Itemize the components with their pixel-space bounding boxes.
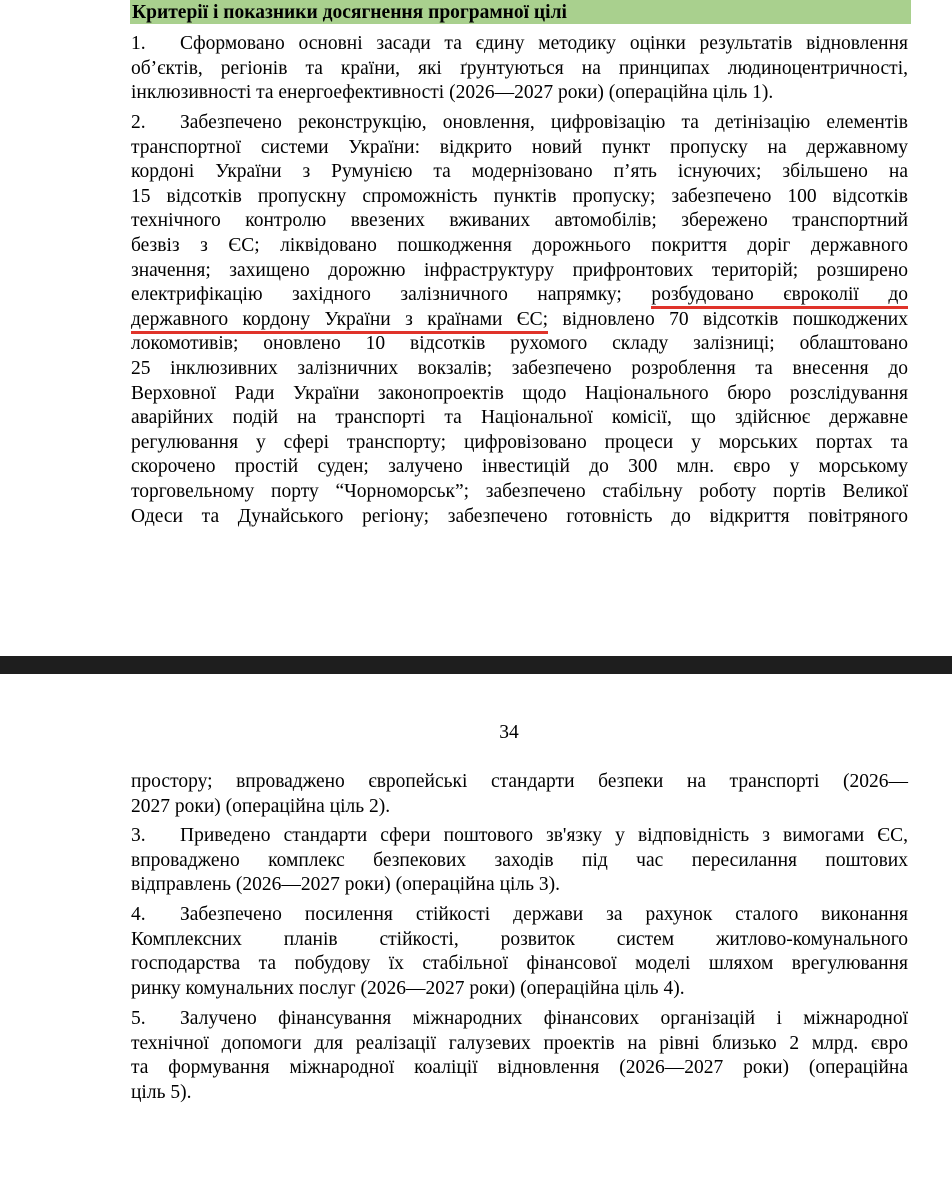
item-text-line: ціль 5). [131, 1081, 192, 1103]
item-text-line: Комплексних планів стійкості, розвиток систем житлово-комунального [131, 928, 908, 950]
item-text-line: Забезпечено реконструкцію, оновлення, цифровізацію та детінізацію елементів [180, 112, 908, 133]
document-page-bottom [0, 674, 952, 1182]
item-text-line: об’єктів, регіонів та країни, які ґрунтуються на принципах людиноцентричності, [131, 57, 908, 79]
item-text-line: Залучено фінансування міжнародних фінансових організацій і міжнародної [180, 1008, 908, 1029]
list-item-2 [131, 111, 908, 529]
item-text-line: Верховної Ради України законопроектів щодо Національного бюро розслідування [131, 382, 908, 404]
section-heading: Критерії і показники досягнення програмної цілі [130, 0, 911, 24]
item-text-line: 15 відсотків пропускну спроможність пунктів пропуску; забезпечено 100 відсотків [131, 185, 908, 207]
item-number: 5. [131, 1008, 146, 1029]
item-number: 3. [131, 825, 146, 846]
item-text-line: електрифікацію західного залізничного напрямку; розбудовано євроколії до [131, 283, 908, 308]
item-number: 4. [131, 904, 146, 925]
item-text-line: аварійних подій на транспорті та Національної комісії, що здійснює державне [131, 407, 908, 429]
list-item-5 [131, 1007, 908, 1105]
item-text-line: впроваджено комплекс безпекових заходів під час пересилання поштових [131, 849, 908, 871]
item-text-line: простору; впроваджено європейські стандарти безпеки на транспорті (2026— [131, 771, 908, 792]
item-text-line: інклюзивності та енергоефективності (2026—2027 роки) (операційна ціль 1). [131, 82, 774, 104]
highlighted-text: державного кордону України з країнами ЄС; [131, 309, 548, 334]
item-number: 1. [131, 33, 146, 54]
list-item-2-continuation [131, 770, 908, 819]
item-text-line: безвіз з ЄС; ліквідовано пошкодження дорожнього покриття доріг державного [131, 234, 908, 256]
list-item-1 [131, 32, 908, 106]
item-text-line: господарства та побудову їх стабільної фінансової моделі шляхом врегулювання [131, 953, 908, 975]
item-text-line: Приведено стандарти сфери поштового зв'язку у відповідність з вимогами ЄС, [180, 825, 908, 846]
item-text-line: кордоні України з Румунією та модернізовано п’ять існуючих; збільшено на [131, 161, 908, 183]
item-text-line: 25 інклюзивних залізничних вокзалів; забезпечено розроблення та внесення до [131, 357, 908, 379]
list-item-4 [131, 903, 908, 1001]
page-separator [0, 656, 952, 674]
item-number: 2. [131, 112, 146, 133]
page-number: 34 [499, 722, 519, 743]
item-text-line: Забезпечено посилення стійкості держави за рахунок сталого виконання [180, 904, 908, 925]
item-text-line: транспортної системи України: відкрито новий пункт пропуску на державному [131, 136, 908, 158]
item-text-line: регулювання у сфері транспорту; цифровізовано процеси у морських портах та [131, 431, 908, 453]
item-text-line: технічного контролю ввезених вживаних автомобілів; збережено транспортний [131, 210, 908, 232]
item-text-line: ринку комунальних послуг (2026—2027 роки) (операційна ціль 4). [131, 977, 685, 999]
list-item-3 [131, 824, 908, 898]
item-text-line: технічної допомоги для реалізації галузевих проектів на рівні близько 2 млрд. євро [131, 1032, 908, 1054]
item-text-line: локомотивів; оновлено 10 відсотків рухомого складу залізниці; облаштовано [131, 333, 908, 355]
item-text-line: державного кордону України з країнами ЄС; відновлено 70 відсотків пошкоджених [131, 308, 908, 333]
item-text-line: та формування міжнародної коаліції відновлення (2026—2027 роки) (операційна [131, 1057, 908, 1079]
item-text-line: торговельному порту “Чорноморськ”; забезпечено стабільну роботу портів Великої [131, 480, 908, 502]
highlighted-text: розбудовано євроколії до [651, 284, 908, 309]
item-text-line: скорочено простій суден; залучено інвестицій до 300 млн. євро у морському [131, 456, 908, 478]
item-text-line: 2027 роки) (операційна ціль 2). [131, 795, 391, 817]
item-text-line: Одеси та Дунайського регіону; забезпечено готовність до відкриття повітряного [131, 505, 908, 527]
item-text-line: відправлень (2026—2027 роки) (операційна ціль 3). [131, 874, 561, 896]
item-text-line: Сформовано основні засади та єдину методику оцінки результатів відновлення [180, 33, 908, 54]
item-text-line: значення; захищено дорожню інфраструктуру прифронтових територій; розширено [131, 259, 908, 281]
